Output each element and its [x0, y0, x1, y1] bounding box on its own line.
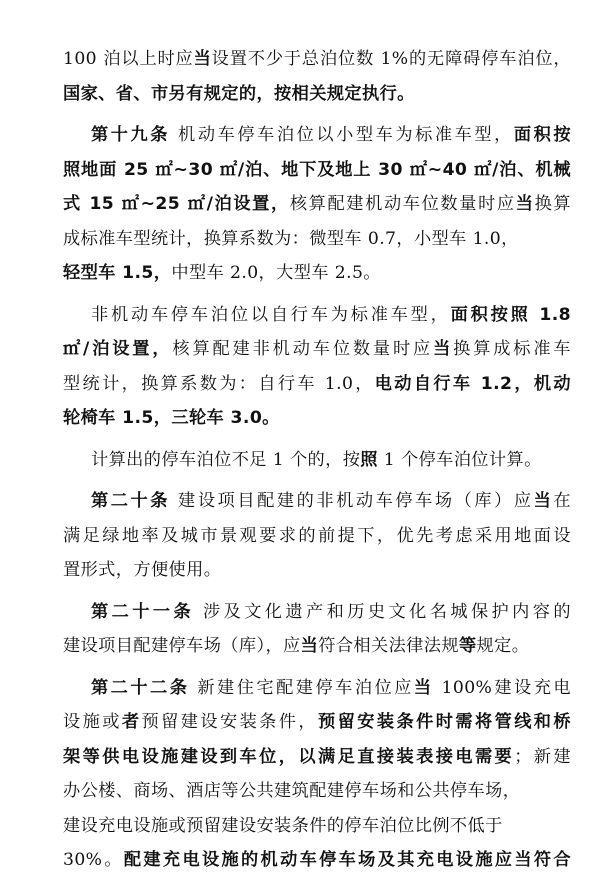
- bold-text-run: 第十九条: [91, 125, 171, 145]
- bold-text-run: 配建充电设施的机动车停车场及其充电设施应当符合: [123, 850, 572, 870]
- bold-text-run: 面积按: [513, 125, 572, 145]
- text-line: [63, 553, 571, 588]
- bold-text-run: 照地面 25 ㎡~30 ㎡/泊、地下及地上 30 ㎡~40 ㎡/泊、机械: [63, 159, 571, 180]
- text-run: 1 个停车泊位计算。: [377, 449, 542, 470]
- text-line: [63, 671, 571, 706]
- text-line: [63, 843, 571, 878]
- text-line: [63, 595, 571, 630]
- text-line: [63, 367, 571, 402]
- text-line: [63, 484, 571, 519]
- bold-text-run: 架等供电设施建设到车位，以满足直接装表接电需要: [63, 746, 515, 767]
- text-line: [63, 298, 571, 333]
- text-run: 核算配建非机动车位数量时应: [172, 339, 434, 359]
- text-line: [63, 519, 571, 554]
- text-line: [63, 774, 571, 809]
- text-run: ；新建: [514, 746, 572, 767]
- bold-text-run: 第二十条: [91, 491, 171, 511]
- text-run: 符合相关法律法规: [318, 636, 459, 656]
- text-line: [63, 332, 571, 367]
- text-line: [63, 256, 571, 291]
- text-run: 计算出的停车泊位不足 1 个的，按: [91, 449, 361, 470]
- bold-text-run: 电动自行车 1.2，机动: [374, 373, 572, 394]
- text-line: [63, 401, 571, 436]
- text-line: [63, 629, 571, 664]
- text-line: [63, 740, 571, 775]
- text-line: [63, 443, 571, 478]
- text-run: 成标准车型统计，换算系数为：微型车 0.7，小型车 1.0，: [63, 228, 519, 249]
- bold-text-run: 轻型车 1.5，: [63, 263, 172, 283]
- bold-text-run: 者: [121, 712, 142, 732]
- bold-text-run: 当: [413, 677, 434, 698]
- bold-text-run: 当: [300, 636, 319, 656]
- bold-text-run: 当: [433, 339, 454, 359]
- text-line: [63, 153, 571, 188]
- text-run: 置形式，方便使用。: [63, 560, 222, 580]
- text-run: 新建住宅配建停车泊位应: [189, 677, 414, 698]
- text-run: 设施或: [63, 712, 122, 732]
- text-run: 机动车停车泊位以小型车为标准车型，: [170, 125, 514, 145]
- text-run: 预留建设安装条件，: [141, 712, 319, 732]
- text-line: [63, 118, 571, 153]
- text-line: [63, 187, 571, 222]
- text-run: 换算成标准车: [453, 339, 572, 359]
- text-run: 建设项目配建停车场（库），应: [63, 636, 301, 656]
- text-run: 规定。: [476, 636, 530, 656]
- bold-text-run: 照: [360, 449, 378, 470]
- text-line: [63, 705, 571, 740]
- bold-text-run: 国家、省、市另有规定的，按相关规定执行。: [63, 83, 415, 104]
- text-run: 型统计，换算系数为：自行车 1.0，: [63, 373, 375, 394]
- text-run: 满足绿地率及城市景观要求的前提下，优先考虑采用地面设: [63, 525, 571, 546]
- text-line: [63, 77, 571, 112]
- text-run: 涉及文化遗产和历史文化名城保护内容的: [194, 601, 571, 622]
- bold-text-run: 式 15 ㎡~25 ㎡/泊设置，: [63, 194, 290, 214]
- text-run: 100%建设充电: [433, 677, 572, 698]
- text-run: 换算: [534, 194, 571, 214]
- text-line: [63, 809, 571, 844]
- text-line: [63, 222, 571, 257]
- bold-text-run: 等: [458, 636, 477, 656]
- text-run: 非机动车停车泊位以自行车为标准车型，: [91, 304, 451, 325]
- bold-text-run: 当: [193, 49, 212, 69]
- bold-text-run: 面积按照 1.8: [450, 304, 572, 325]
- text-run: 建设充电设施或预留建设安装条件的停车泊位比例不低于: [63, 815, 503, 836]
- bold-text-run: 第二十一条: [91, 601, 195, 622]
- text-run: 中型车 2.0，大型车 2.5。: [171, 263, 381, 283]
- text-run: 在: [553, 491, 571, 511]
- text-run: 30%。: [63, 850, 124, 870]
- bold-text-run: 第二十二条: [91, 677, 190, 698]
- text-run: 核算配建机动车位数量时应: [289, 194, 516, 214]
- bold-text-run: 当: [515, 194, 535, 214]
- text-line: [63, 42, 571, 77]
- bold-text-run: ㎡/泊设置，: [63, 339, 173, 359]
- bold-text-run: 当: [533, 491, 554, 511]
- bold-text-run: 预留安装条件时需将管线和桥: [318, 712, 572, 732]
- text-run: 100 泊以上时应: [63, 49, 194, 69]
- bold-text-run: 轮椅车 1.5，三轮车 3.0。: [63, 408, 280, 428]
- text-run: 办公楼、商场、酒店等公共建筑配建停车场和公共停车场，: [63, 781, 521, 801]
- text-run: 设置不少于总泊位数 1%的无障碍停车泊位，: [211, 49, 572, 69]
- text-run: 建设项目配建的非机动车停车场（库）应: [170, 491, 534, 511]
